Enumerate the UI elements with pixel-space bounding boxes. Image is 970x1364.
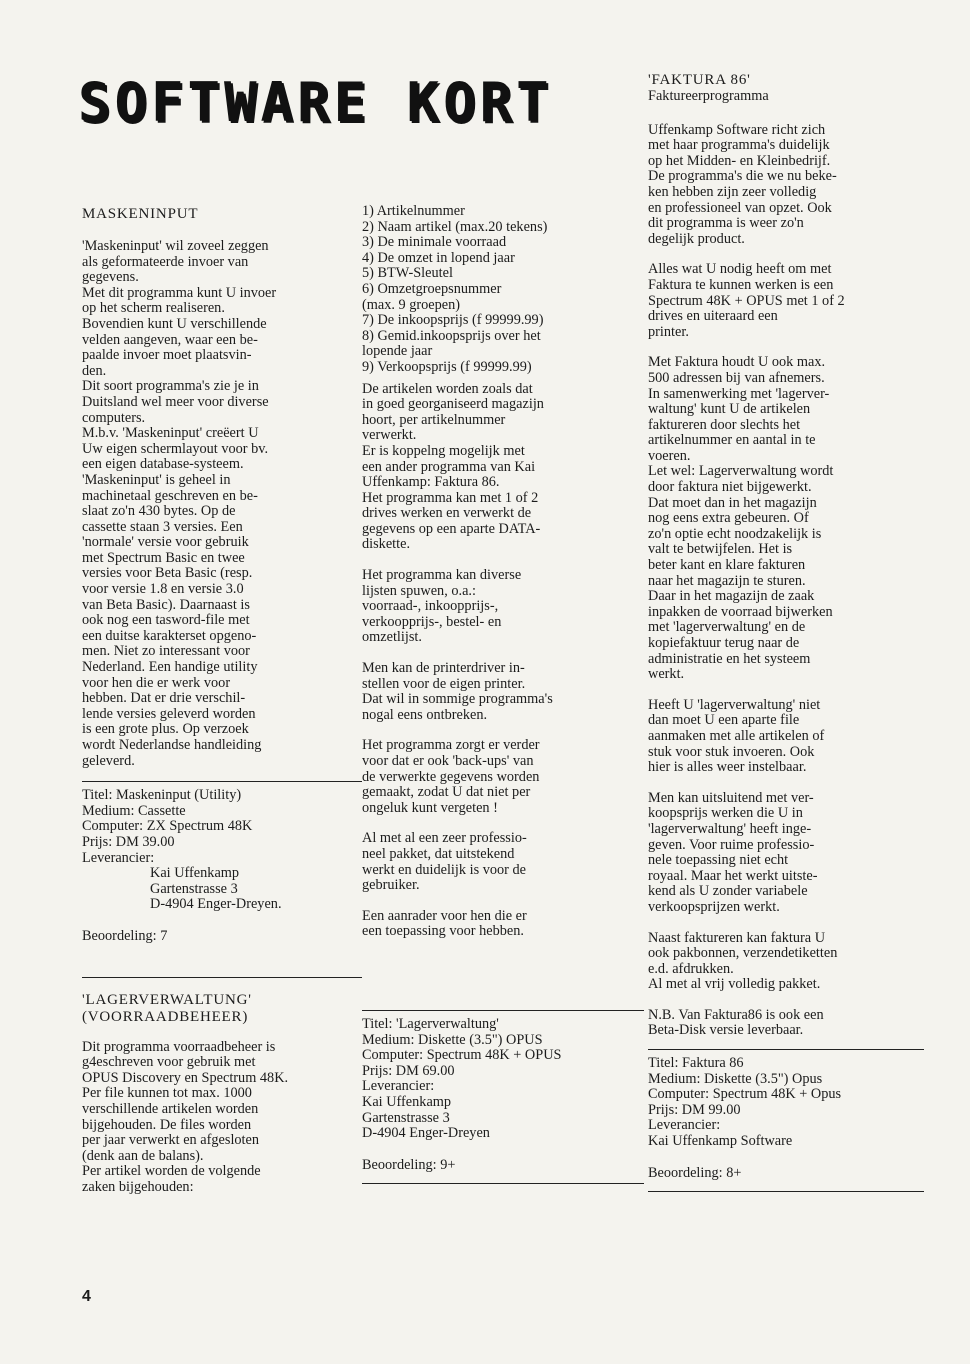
list-item: 2) Naam artikel (max.20 tekens): [362, 218, 548, 235]
divider: [82, 781, 362, 782]
maskeninput-specs: [82, 788, 362, 944]
list-item: 1) Artikelnummer: [362, 203, 465, 219]
subheading-faktura: Faktureerprogramma: [648, 88, 769, 104]
list-item: 7) De inkoopsprijs (f 99999.99): [362, 312, 544, 329]
spec-title: Titel: Faktura 86: [648, 1055, 744, 1072]
spec-supplier: Leverancier:: [362, 1078, 435, 1095]
faktura-specs: [648, 1056, 924, 1181]
heading-faktura: 'FAKTURA 86': [648, 72, 751, 88]
column-2: [362, 204, 644, 1190]
lager-body-2: Het programma kan diverse lijsten spuwen, o.a.: voorraad-, inkoopprijs-, verkoopprijs-, bestel- en omzetlijst.: [362, 567, 522, 646]
faktura-body-7: N.B. Van Faktura86 is ook een Beta-Disk versie leverbaar.: [648, 1006, 824, 1039]
list-item: 6) Omzetgroepsnummer (max. 9 groepen): [362, 280, 502, 313]
spec-computer: Computer: Spectrum 48K + Opus: [648, 1086, 842, 1103]
divider: [648, 1049, 924, 1050]
divider: [648, 1191, 924, 1192]
faktura-body-6: Naast faktureren kan faktura U ook pakbonnen, verzendetiketten e.d. afdrukken. Al met al vrij volledig pakket.: [648, 929, 838, 993]
page-number: 4: [82, 1288, 91, 1305]
lager-body-5: Al met al een zeer professio- neel pakket, dat uitstekend werkt en duidelijk is voor de gebruiker.: [362, 830, 527, 894]
spec-medium: Medium: Cassette: [82, 802, 186, 819]
lagerverwaltung-intro: Dit programma voorraadbeheer is g4eschreven voor gebruik met OPUS Discovery en Spectrum 48K. Per file kunnen tot max. 1000 verschillende artikelen worden bijgehouden. De files worden per jaar verwerkt en afgesloten (denk aan de balans). Per artikel worden de volgende zaken bijgehouden:: [82, 1038, 289, 1195]
spec-title: Titel: 'Lagerverwaltung': [362, 1015, 499, 1032]
heading-maskeninput: MASKENINPUT: [82, 206, 199, 222]
faktura-body-4: Heeft U 'lagerverwaltung' niet dan moet U een aparte file aanmaken met alle artikelen of stuk voor stuk invoeren. Ook hier is alles weer instelbaar.: [648, 696, 825, 776]
spec-computer: Computer: ZX Spectrum 48K: [82, 818, 253, 835]
spec-price: Prijs: DM 69.00: [362, 1062, 455, 1079]
supplier-name: Kai Uffenkamp: [362, 1093, 452, 1110]
spec-medium: Medium: Diskette (3.5") Opus: [648, 1070, 823, 1087]
spec-supplier: Leverancier:: [82, 849, 155, 866]
divider: [82, 977, 362, 978]
spec-computer: Computer: Spectrum 48K + OPUS: [362, 1047, 562, 1064]
heading-lagerverwaltung: 'LAGERVERWALTUNG': [82, 991, 252, 1008]
divider: [362, 1183, 644, 1184]
list-item: 4) De omzet in lopend jaar: [362, 249, 515, 266]
spec-medium: Medium: Diskette (3.5") OPUS: [362, 1031, 543, 1048]
article-fields-list: [362, 204, 644, 376]
divider: [362, 1010, 644, 1011]
supplier-city: D-4904 Enger-Dreyen.: [150, 896, 282, 913]
heading-voorraadbeheer: (VOORRAADBEHEER): [82, 1008, 249, 1025]
supplier-street: Gartenstrasse 3: [150, 880, 238, 897]
maskeninput-body: 'Maskeninput' wil zoveel zeggen als geformateerde invoer van gegevens. Met dit programma kunt U invoer op het scherm realiseren. Bovendien kunt U verschillende velden aangeven, waar een be- paalde invoer moet plaatsvin- den. Dit soort programma's zie je in Duitsland wel meer voor diverse computers. M.b.v. 'Maskeninput' creëert U Uw eigen schermlayout voor bv. een eigen database-systeem. 'Maskeninput' is geheel in machinetaal geschreven en be- slaat zo'n 430 bytes. Op de cassette staan 3 versies. Een 'normale' versie voor gebruik met Spectrum Basic en twee versies voor Beta Basic (resp. voor versie 1.8 en versie 3.0 van Beta Basic). Daarnaast is ook nog een tasword-file met een duitse karakterset opgeno- men. Niet zo interessant voor Nederland. Een handige utility voor hen die er werk voor hebben. Dat er drie verschil- lende versies geleverd worden is een grote plus. Op verzoek wordt Nederlandse handleiding geleverd.: [82, 238, 277, 769]
spec-rating: Beoordeling: 7: [82, 927, 168, 944]
lager-body-3: Men kan de printerdriver in- stellen voor de eigen printer. Dat wil in sommige programma's nogal eens ontbreken.: [362, 660, 553, 723]
spec-price: Prijs: DM 99.00: [648, 1101, 741, 1118]
supplier-name: Kai Uffenkamp Software: [648, 1133, 793, 1150]
lager-body-4: Het programma zorgt er verder voor dat er ook 'back-ups' van de verwerkte gegevens worden gemaakt, zodat U dat niet per ongeluk kunt vergeten !: [362, 737, 540, 816]
list-item: 8) Gemid.inkoopsprijs over het lopende jaar: [362, 327, 541, 360]
spec-rating: Beoordeling: 9+: [362, 1156, 456, 1173]
list-item: 5) BTW-Sleutel: [362, 265, 453, 282]
lager-body-6: Een aanrader voor hen die er een toepassing voor hebben.: [362, 907, 527, 940]
list-item: 3) De minimale voorraad: [362, 234, 507, 251]
lager-specs: [362, 1017, 644, 1173]
spec-supplier: Leverancier:: [648, 1117, 721, 1134]
column-3: [648, 72, 924, 1198]
spec-title: Titel: Maskeninput (Utility): [82, 787, 242, 804]
column-1: [82, 206, 362, 1195]
faktura-body-2: Alles wat U nodig heeft om met Faktura te kunnen werken is een Spectrum 48K + OPUS met 1 of 2 drives en uiteraard een printer.: [648, 261, 845, 340]
spec-rating: Beoordeling: 8+: [648, 1164, 742, 1181]
faktura-body-5: Men kan uitsluitend met ver- koopsprijs werken die U in 'lagerverwaltung' heeft inge- geven. Voor ruime professio- nele toepassing niet echt royaal. Maar het werkt uitste- kend als U zonder variabele verkoopsprijzen werkt.: [648, 789, 818, 915]
supplier-city: D-4904 Enger-Dreyen: [362, 1125, 490, 1142]
supplier-name: Kai Uffenkamp: [150, 865, 240, 882]
masthead-title: SOFTWARE KORT: [78, 71, 553, 134]
list-item: 9) Verkoopsprijs (f 99999.99): [362, 358, 532, 375]
spec-price: Prijs: DM 39.00: [82, 833, 175, 850]
faktura-body-3: Met Faktura houdt U ook max. 500 adressen bij van afnemers. In samenwerking met 'lagerver- waltung' kunt U de artikelen faktureren door slechts het artikelnummer en aantal in te voeren. Let wel: Lagerverwaltung wordt door faktura niet bijgewerkt. Dat moet dan in het magazijn nog eens extra gebeuren. Of zo'n optie echt noodzakelijk is valt te betwijfelen. Het is beter kant en klare fakturen naar het magazijn te sturen. Daar in het magazijn de zaak inpakken de voorraad bijwerken met 'lagerverwaltung' en de kopiefaktuur terug naar de administratie en het systeem werkt.: [648, 354, 834, 683]
faktura-body-1: Uffenkamp Software richt zich met haar programma's duidelijk op het Midden- en Kleinbedrijf. De programma's die we nu beke- ken hebben zijn zeer volledig en professioneel van opzet. Ook dit programma is weer zo'n degelijk product.: [648, 121, 837, 247]
supplier-street: Gartenstrasse 3: [362, 1109, 450, 1126]
lager-body-1: De artikelen worden zoals dat in goed georganiseerd magazijn hoort, per artikelnummer verwerkt. Er is koppelng mogelijk met een ander programma van Kai Uffenkamp: Faktura 86. Het programma kan met 1 of 2 drives werken en verwerkt de gegevens op een aparte DATA- diskette.: [362, 380, 544, 553]
